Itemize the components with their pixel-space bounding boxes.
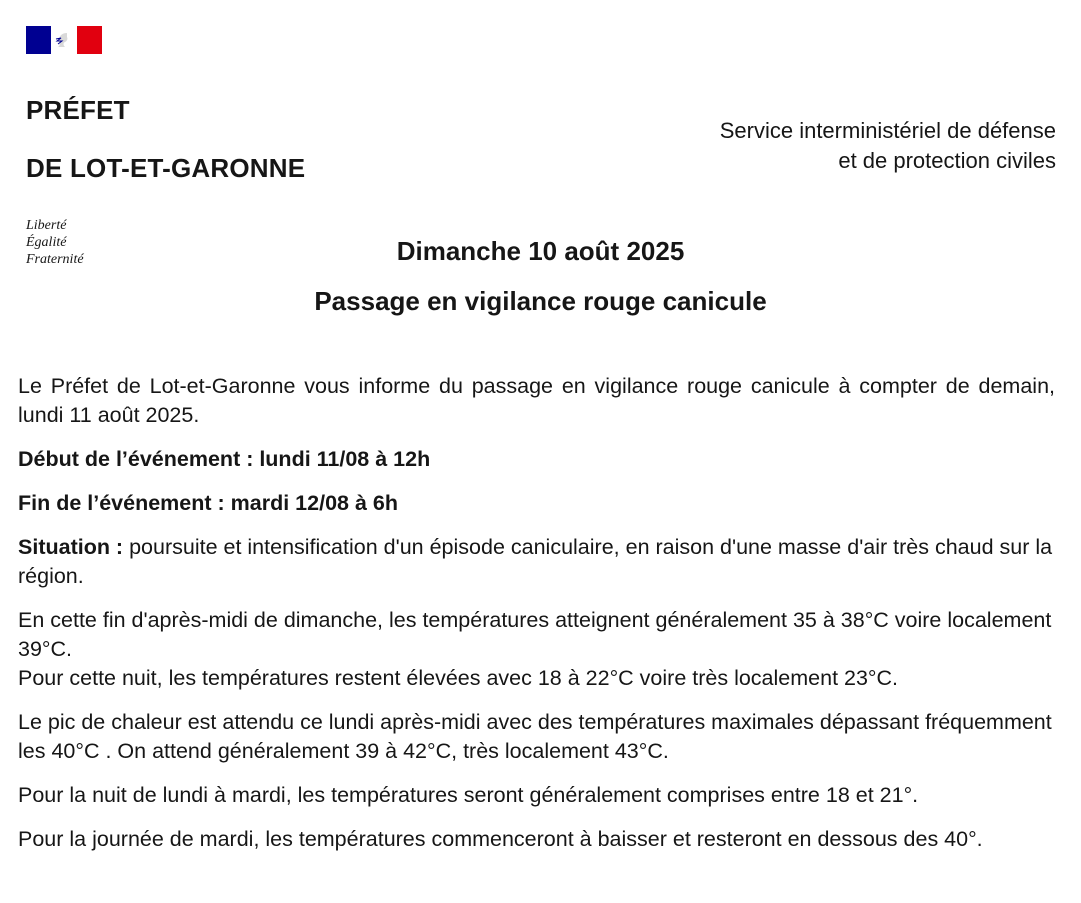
flag-blue-band bbox=[26, 26, 51, 54]
afternoon-temperatures-paragraph: En cette fin d'après-midi de dimanche, les températures atteignent généralement 35 à 38°C voire localement 39°C. bbox=[18, 608, 1052, 661]
service-name-line2: et de protection civiles bbox=[838, 148, 1056, 173]
marianne-icon bbox=[53, 30, 73, 50]
motto-liberte: Liberté bbox=[26, 218, 67, 233]
monday-night-paragraph: Pour la nuit de lundi à mardi, les températures seront généralement comprises entre 18 et 21°. bbox=[18, 783, 919, 807]
prefet-title bbox=[26, 67, 305, 212]
tonight-temperatures-paragraph: Pour cette nuit, les températures restent élevées avec 18 à 22°C voire très localement 23°C. bbox=[18, 666, 899, 690]
intro-paragraph: Le Préfet de Lot-et-Garonne vous informe du passage en vigilance rouge canicule à compter de demain, lundi 11 août 2025. bbox=[18, 374, 1055, 427]
service-name bbox=[720, 116, 1056, 176]
situation-text: poursuite et intensification d'un épisode caniculaire, en raison d'une masse d'air très chaud sur la région. bbox=[18, 535, 1053, 588]
release-date-heading: Dimanche 10 août 2025 bbox=[396, 236, 685, 266]
flag-red-band bbox=[77, 26, 102, 54]
service-name-line1: Service interministériel de défense bbox=[719, 118, 1056, 143]
motto-fraternite: Fraternité bbox=[26, 252, 84, 267]
prefet-title-line1: PRÉFET bbox=[26, 95, 130, 125]
release-body bbox=[18, 372, 1055, 869]
republique-francaise-flag-logo bbox=[26, 26, 102, 54]
release-title-heading: Passage en vigilance rouge canicule bbox=[314, 286, 767, 316]
event-end-line: Fin de l’événement : mardi 12/08 à 6h bbox=[18, 491, 398, 515]
situation-label: Situation : bbox=[18, 535, 124, 559]
heat-peak-paragraph: Le pic de chaleur est attendu ce lundi après-midi avec des températures maximales dépassant fréquemment les 40°C . On attend généralement 39 à 42°C, très localement 43°C. bbox=[18, 710, 1052, 763]
tuesday-paragraph: Pour la journée de mardi, les températures commenceront à baisser et resteront en dessous des 40°. bbox=[18, 827, 983, 851]
flag-white-band bbox=[51, 26, 76, 54]
event-start-line: Début de l’événement : lundi 11/08 à 12h bbox=[18, 447, 431, 471]
prefecture-logo-block bbox=[26, 26, 305, 268]
situation-paragraph bbox=[18, 533, 1055, 591]
motto-egalite: Égalité bbox=[26, 235, 67, 250]
prefet-title-line2: DE LOT-ET-GARONNE bbox=[26, 153, 306, 183]
